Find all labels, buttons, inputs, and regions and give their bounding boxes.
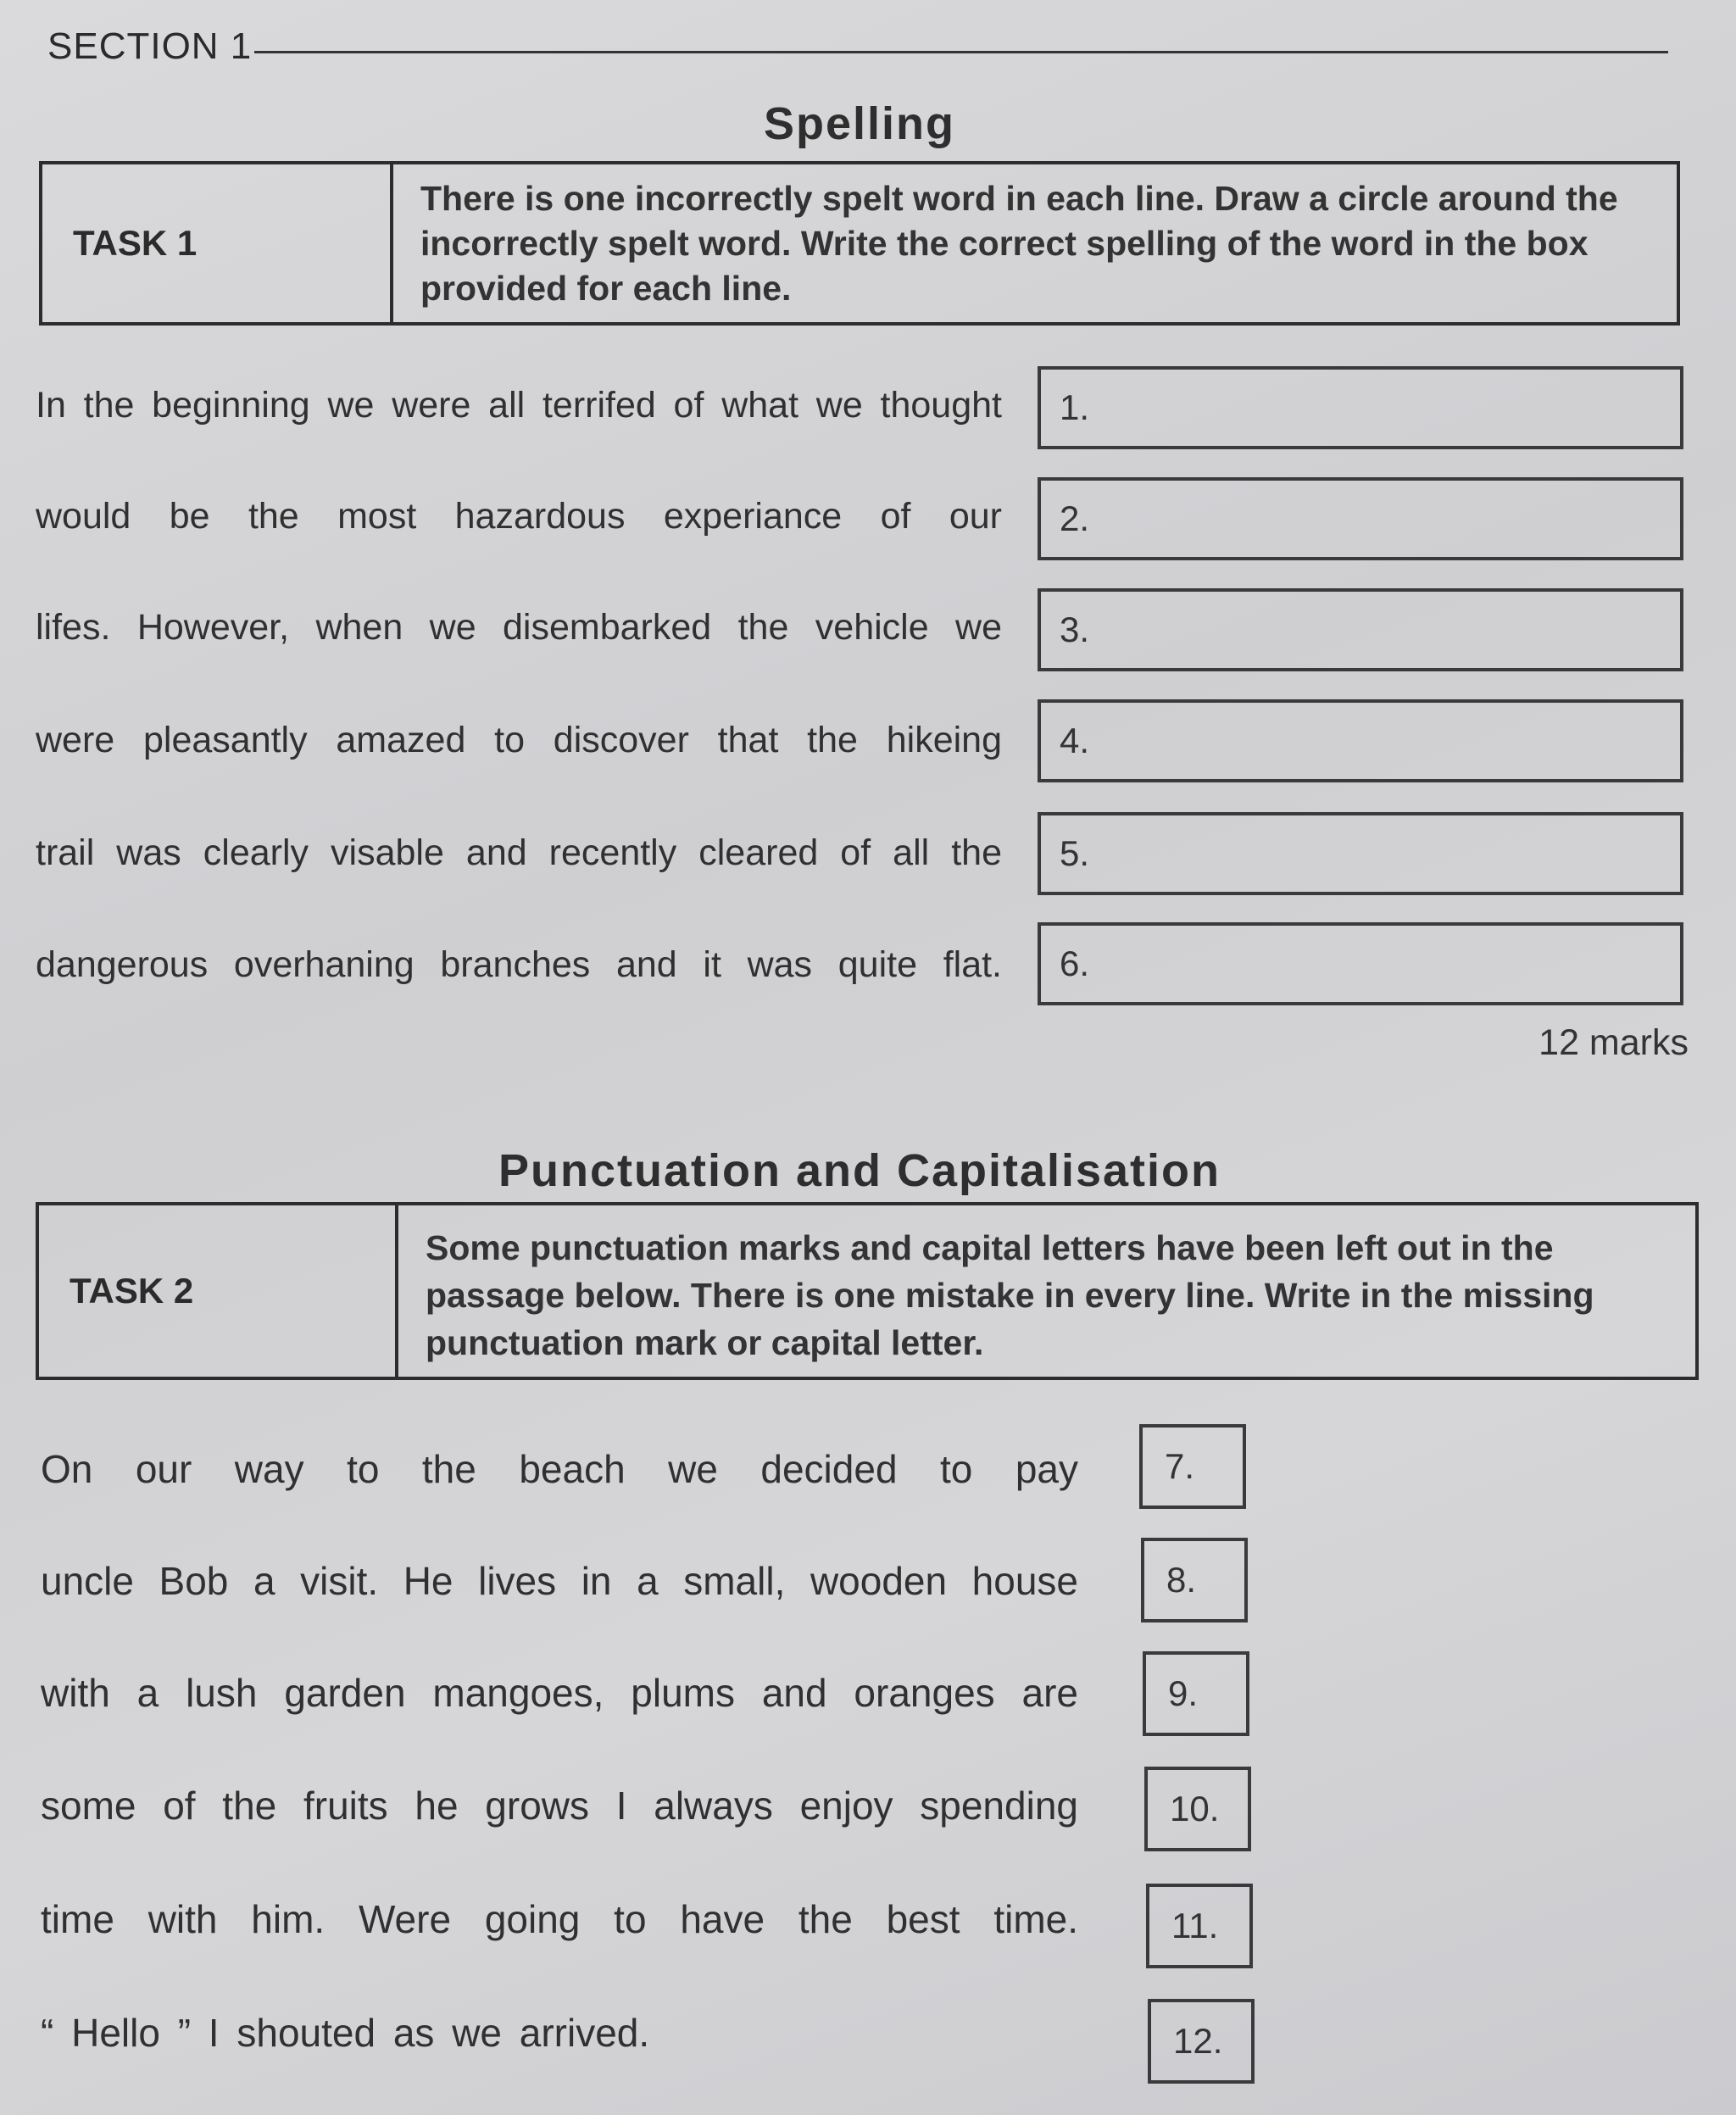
- task2-instruction-box: [36, 1202, 1699, 1380]
- passage-line: trail was clearly visable and recently cleared of all the: [36, 832, 1002, 873]
- passage-line: with a lush garden mangoes, plums and oranges are: [41, 1671, 1078, 1715]
- task2-instructions: Some punctuation marks and capital letters have been left out in the passage below. There is one mistake in every line. Write in the missing punctuation mark or capital letter.: [426, 1228, 1594, 1362]
- task1-label: TASK 1: [42, 164, 393, 322]
- passage-line: some of the fruits he grows I always enjoy spending: [41, 1784, 1078, 1828]
- passage-line: would be the most hazardous experiance of our: [36, 496, 1002, 537]
- passage-line: dangerous overhaning branches and it was quite flat.: [36, 944, 1002, 985]
- passage-line: uncle Bob a visit. He lives in a small, wooden house: [41, 1559, 1078, 1603]
- passage-line: lifes. However, when we disembarked the vehicle we: [36, 607, 1002, 648]
- answer-box-4[interactable]: 4.: [1038, 699, 1683, 782]
- spelling-heading: Spelling: [763, 98, 955, 149]
- marks-total: 12 marks: [1538, 1022, 1689, 1063]
- passage-line: On our way to the beach we decided to pay: [41, 1447, 1078, 1491]
- answer-box-3[interactable]: 3.: [1038, 588, 1683, 671]
- passage-line: were pleasantly amazed to discover that the hikeing: [36, 720, 1002, 760]
- answer-box-2[interactable]: 2.: [1038, 477, 1683, 560]
- passage-line: “ Hello ” I shouted as we arrived.: [41, 2011, 650, 2055]
- answer-box-10[interactable]: 10.: [1144, 1767, 1251, 1851]
- answer-box-8[interactable]: 8.: [1141, 1538, 1248, 1622]
- answer-box-11[interactable]: 11.: [1146, 1884, 1253, 1968]
- answer-box-5[interactable]: 5.: [1038, 812, 1683, 895]
- section-title: SECTION 1: [47, 25, 253, 67]
- answer-box-7[interactable]: 7.: [1139, 1424, 1246, 1509]
- answer-box-9[interactable]: 9.: [1143, 1651, 1249, 1736]
- task2-label: TASK 2: [39, 1205, 398, 1377]
- punctuation-heading: Punctuation and Capitalisation: [498, 1145, 1221, 1196]
- passage-line: time with him. Were going to have the best time.: [41, 1897, 1078, 1941]
- section-rule: [254, 51, 1668, 53]
- passage-line: In the beginning we were all terrifed of what we thought: [36, 385, 1002, 426]
- answer-box-1[interactable]: 1.: [1038, 366, 1683, 449]
- task1-instruction-box: [39, 161, 1680, 326]
- task1-instructions: There is one incorrectly spelt word in each line. Draw a circle around the incorrectly spelt word. Write the correct spelling of the word in the box provided for each line.: [420, 179, 1618, 308]
- answer-box-12[interactable]: 12.: [1148, 1999, 1255, 2084]
- answer-box-6[interactable]: 6.: [1038, 922, 1683, 1005]
